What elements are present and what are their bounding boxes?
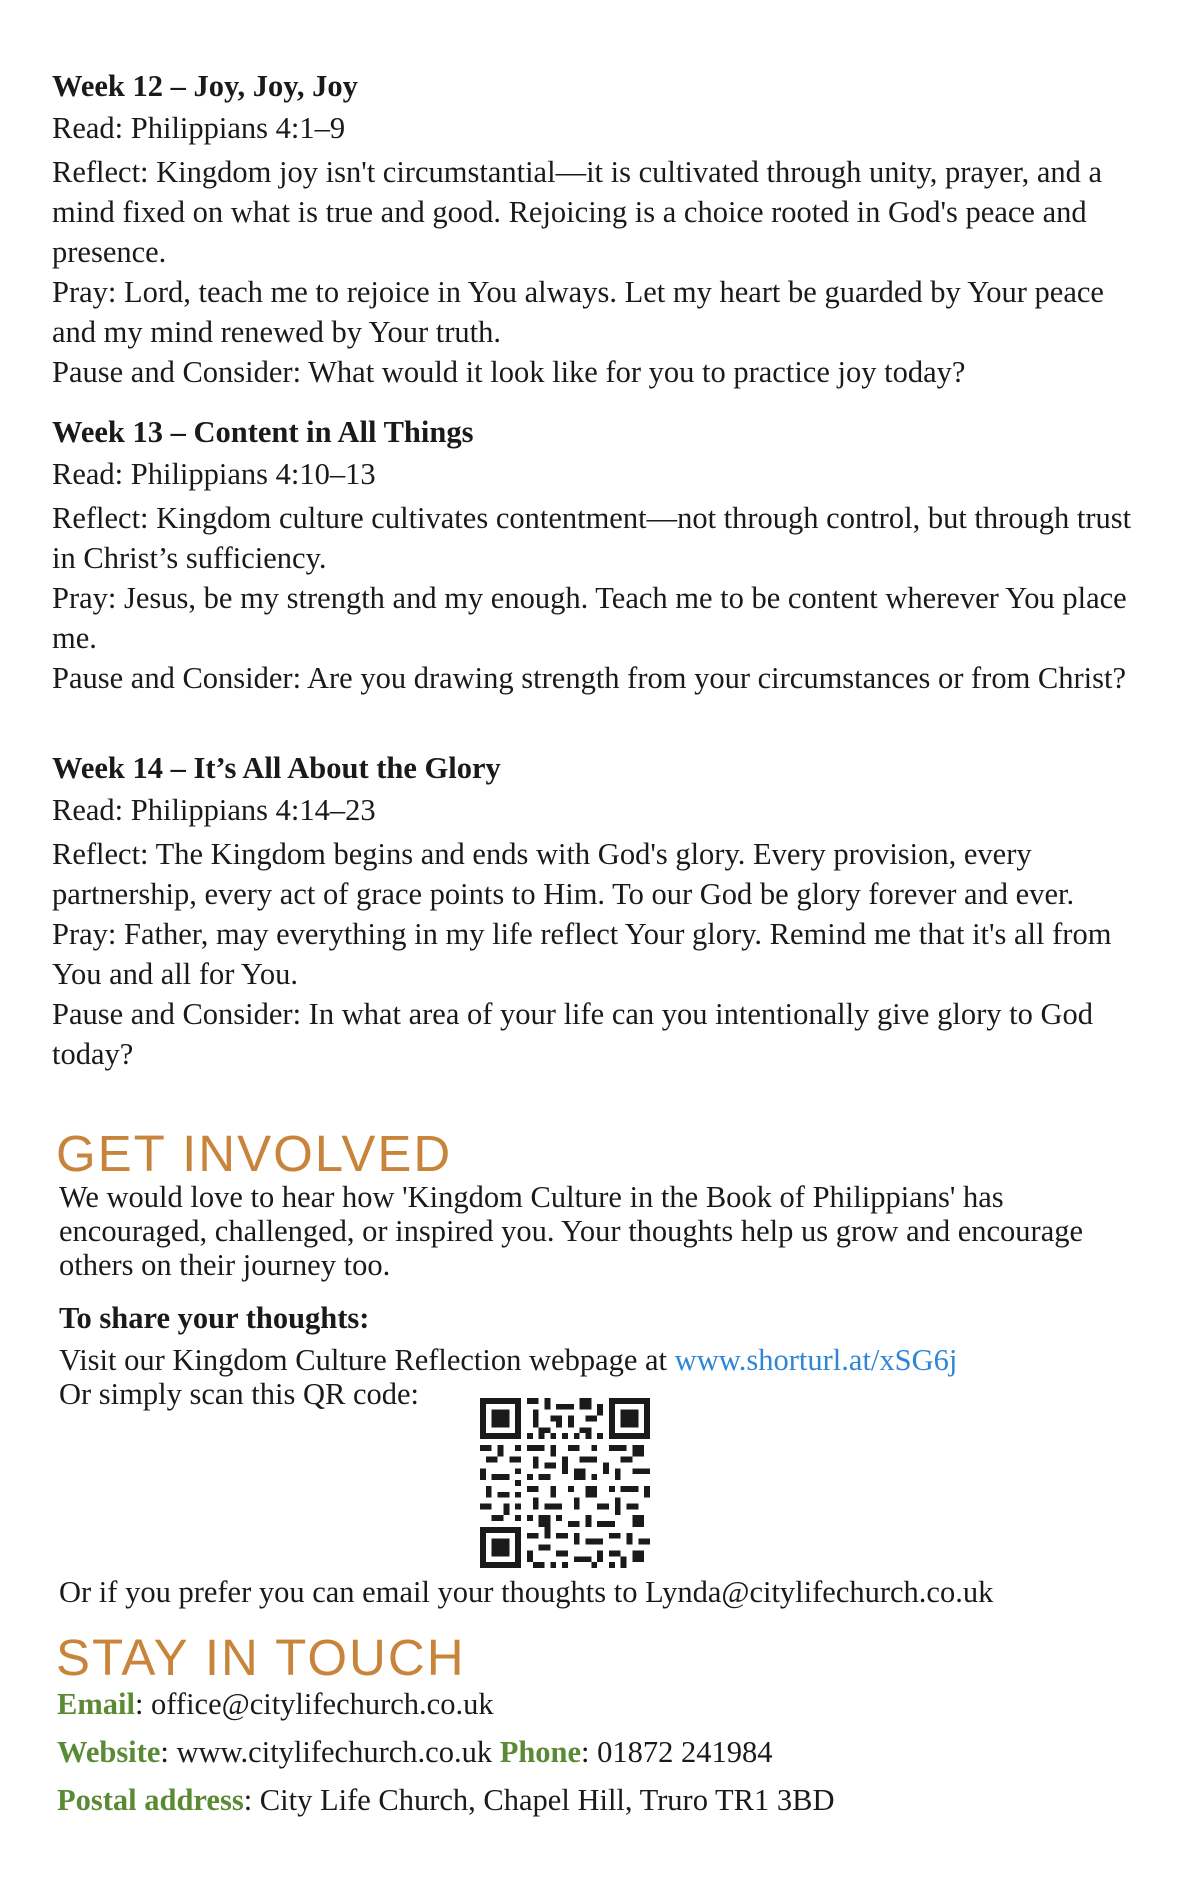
week-14-section: [52, 748, 1142, 1074]
qr-code: [480, 1398, 650, 1568]
week-14-read: Read: Philippians 4:14–23: [52, 793, 376, 827]
week-13-section: [52, 412, 1142, 698]
visit-text: Visit our Kingdom Culture Reflection webpage at: [59, 1343, 675, 1377]
contact-email-line: [57, 1686, 494, 1722]
week-12-pause: Pause and Consider: What would it look like for you to practice joy today?: [52, 355, 966, 389]
week-12-read: Read: Philippians 4:1–9: [52, 111, 346, 145]
website-label: Website: [57, 1735, 161, 1769]
week-12-section: [52, 66, 1142, 392]
week-14-pray: Pray: Father, may everything in my life reflect Your glory. Remind me that it's all from You and all for You.: [52, 917, 1112, 991]
website-value[interactable]: : www.citylifechurch.co.uk: [160, 1735, 500, 1769]
week-13-read: Read: Philippians 4:10–13: [52, 457, 376, 491]
phone-value: : 01872 241984: [581, 1735, 773, 1769]
postal-label: Postal address: [57, 1783, 244, 1817]
week-12-pray: Pray: Lord, teach me to rejoice in You always. Let my heart be guarded by Your peace and my mind renewed by Your truth.: [52, 275, 1104, 349]
postal-value: : City Life Church, Chapel Hill, Truro TR1 3BD: [243, 1783, 835, 1817]
week-14-reflect: Reflect: The Kingdom begins and ends with God's glory. Every provision, every partnership, every act of grace points to Him. To our God be glory forever and ever.: [52, 837, 1075, 911]
week-14-title: Week 14 – It’s All About the Glory: [52, 751, 501, 785]
stay-in-touch-heading: STAY IN TOUCH: [56, 1629, 466, 1686]
scan-qr-text: Or simply scan this QR code:: [59, 1377, 420, 1411]
email-value[interactable]: : office@citylifechurch.co.uk: [134, 1687, 494, 1721]
week-13-pause: Pause and Consider: Are you drawing strength from your circumstances or from Christ?: [52, 661, 1127, 695]
contact-postal-line: [57, 1782, 835, 1818]
reflection-webpage-link[interactable]: www.shorturl.at/xSG6j: [674, 1343, 958, 1377]
get-involved-heading: GET INVOLVED: [56, 1125, 453, 1182]
week-14-pause: Pause and Consider: In what area of your life can you intentionally give glory to God today?: [52, 997, 1093, 1071]
week-12-title: Week 12 – Joy, Joy, Joy: [52, 69, 358, 103]
get-involved-body: We would love to hear how 'Kingdom Culture in the Book of Philippians' has encouraged, challenged, or inspired you. Your thoughts help us grow and encourage others on their journey too.: [59, 1180, 1084, 1282]
week-13-reflect: Reflect: Kingdom culture cultivates contentment—not through control, but through trust in Christ’s sufficiency.: [52, 501, 1132, 575]
phone-label: Phone: [499, 1735, 582, 1769]
week-13-pray: Pray: Jesus, be my strength and my enough. Teach me to be content wherever You place me.: [52, 581, 1127, 655]
email-thoughts-line: Or if you prefer you can email your thoughts to Lynda@citylifechurch.co.uk: [59, 1575, 994, 1609]
contact-website-line: [57, 1734, 773, 1770]
week-12-reflect: Reflect: Kingdom joy isn't circumstantial—it is cultivated through unity, prayer, and a mind fixed on what is true and good. Rejoicing is a choice rooted in God's peace and presence.: [52, 155, 1103, 269]
share-thoughts-label: To share your thoughts:: [59, 1301, 370, 1335]
week-13-title: Week 13 – Content in All Things: [52, 415, 474, 449]
email-label: Email: [57, 1687, 135, 1721]
visit-webpage-line: [59, 1342, 957, 1378]
